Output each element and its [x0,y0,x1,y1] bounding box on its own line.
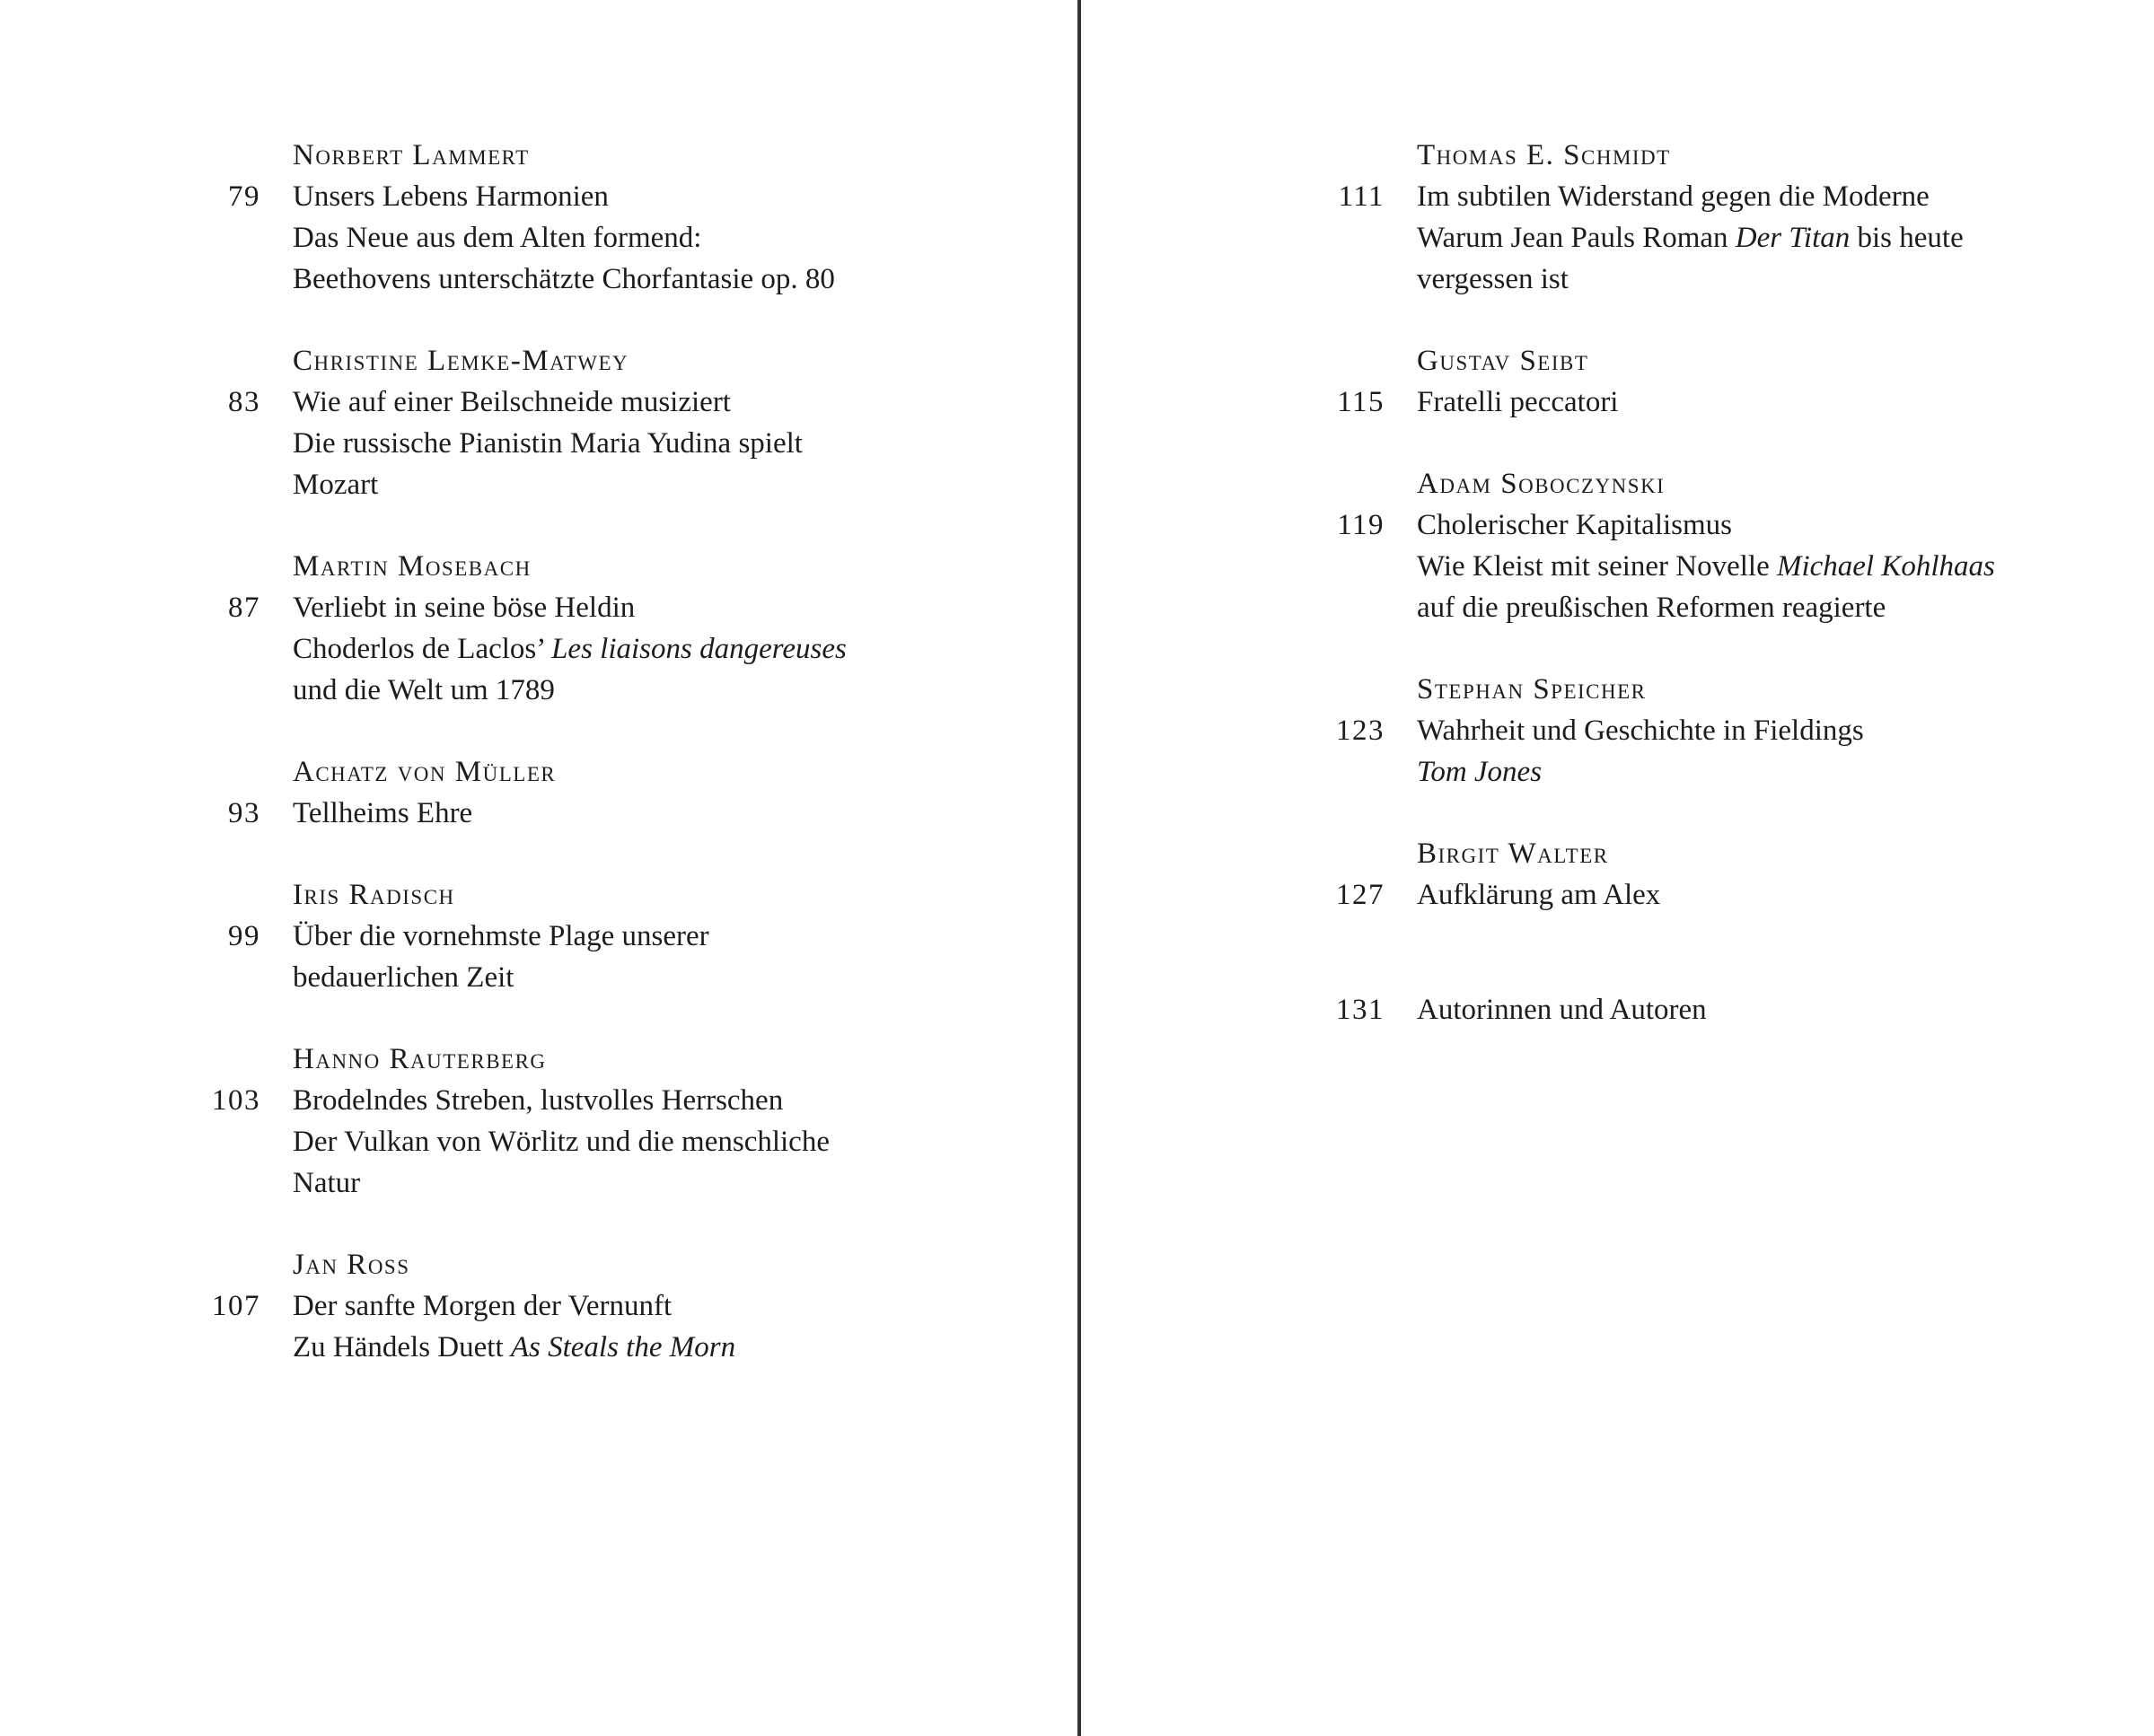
toc-entry-radisch [0,874,1033,998]
entry-page-number: 131 [1336,994,1385,1026]
entry-title: Unsers Lebens Harmonien [293,180,609,213]
entry-author: Adam Soboczynski [1417,468,1666,500]
entry-subtitle: und die Welt um 1789 [293,674,555,706]
entry-title: Tellheims Ehre [293,797,473,829]
entry-subtitle: Der Vulkan von Wörlitz und die menschliche [293,1126,830,1158]
entry-title: Cholerischer Kapitalismus [1417,509,1733,541]
toc-entry-lemke-matwey [0,340,1033,505]
entry-subtitle: Das Neue aus dem Alten formend: [293,222,702,254]
entry-title: Verliebt in seine böse Heldin [293,592,636,624]
entry-subtitle [1417,217,2114,259]
right-page [1081,0,2154,1736]
entry-subtitle [293,628,1033,670]
entry-page-number: 87 [228,592,260,624]
entry-subtitle: Die russische Pianistin Maria Yudina spielt [293,427,803,460]
entry-author: Birgit Walter [1417,837,1609,870]
entry-author: Iris Radisch [293,879,455,911]
toc-entry-lammert [0,135,1033,300]
entry-title: Wie auf einer Beilschneide musiziert [293,386,731,418]
entry-title: Über die vornehmste Plage unserer [293,920,709,952]
entry-subtitle: Beethovens unterschätzte Chorfantasie op. 80 [293,263,835,295]
entry-title: Wahrheit und Geschichte in Fieldings [1417,715,1864,747]
entry-page-number: 127 [1336,879,1385,911]
toc-entry-speicher [1081,669,2114,793]
entry-subtitle-work-title: Michael Kohlhaas [1776,550,1995,583]
entry-page-number: 107 [212,1290,260,1322]
entry-page-number: 103 [212,1084,260,1117]
entry-author: Norbert Lammert [293,139,530,171]
entry-page-number: 123 [1336,715,1385,747]
toc-entry-soboczynski [1081,463,2114,628]
entry-author: Thomas E. Schmidt [1417,139,1671,171]
entry-author: Christine Lemke-Matwey [293,345,629,377]
toc-entry-mosebach [0,546,1033,711]
entry-author: Hanno Rauterberg [293,1043,547,1075]
entry-subtitle: bedauerlichen Zeit [293,961,514,994]
toc-entry-autorinnen [1081,989,2114,1030]
entry-page-number: 93 [228,797,260,829]
entry-title: Im subtilen Widerstand gegen die Moderne [1417,180,1930,213]
entry-page-number: 83 [228,386,260,418]
entry-subtitle-text: Wie Kleist mit seiner Novelle [1417,550,1777,583]
entry-subtitle [293,1327,1033,1368]
entry-author: Martin Mosebach [293,550,532,583]
toc-entry-ross [0,1244,1033,1368]
entry-page-number: 119 [1337,509,1385,541]
entry-title: Aufklärung am Alex [1417,879,1661,911]
entry-author: Achatz von Müller [293,756,557,788]
entry-subtitle: vergessen ist [1417,263,1569,295]
entry-subtitle-work-title: Les liaisons dangereuses [551,633,847,665]
entry-page-number: 115 [1337,386,1385,418]
entry-author: Gustav Seibt [1417,345,1589,377]
entry-title: Fratelli peccatori [1417,386,1619,418]
entry-subtitle: auf die preußischen Reformen reagierte [1417,592,1886,624]
entry-subtitle-text: bis heute [1850,222,1964,254]
entry-subtitle-text: Zu Händels Duett [293,1331,511,1363]
entry-page-number: 99 [228,920,260,952]
toc-right [1081,135,2114,1071]
entry-subtitle: Natur [293,1167,361,1199]
entry-title: Brodelndes Streben, lustvolles Herrschen [293,1084,784,1117]
entry-subtitle [1417,546,2114,587]
toc-left [0,135,1033,1408]
toc-entry-walter [1081,833,2114,916]
toc-entry-seibt [1081,340,2114,423]
entry-subtitle-text: Warum Jean Pauls Roman [1417,222,1736,254]
entry-author: Stephan Speicher [1417,673,1647,706]
entry-subtitle: Mozart [293,469,379,501]
entry-page-number: 111 [1338,180,1385,213]
entry-title: Der sanfte Morgen der Vernunft [293,1290,673,1322]
toc-entry-mueller [0,751,1033,834]
entry-subtitle-text: Choderlos de Laclos’ [293,633,552,665]
entry-subtitle-work-title: Tom Jones [1417,756,1543,788]
entry-subtitle-work-title: Der Titan [1735,222,1851,254]
toc-entry-rauterberg [0,1039,1033,1204]
entry-page-number: 79 [228,180,260,213]
entry-subtitle-work-title: As Steals the Morn [510,1331,736,1363]
toc-entry-schmidt [1081,135,2114,300]
entry-title: Autorinnen und Autoren [1417,994,1707,1026]
entry-author: Jan Ross [293,1249,410,1281]
